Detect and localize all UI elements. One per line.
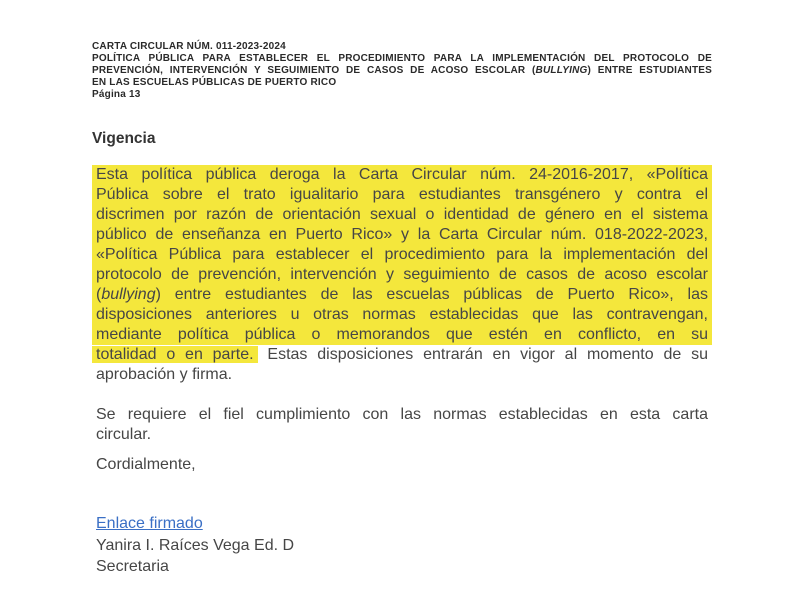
signed-document-link[interactable]: Enlace firmado xyxy=(96,515,203,532)
circular-title-line-2 xyxy=(92,65,712,77)
paragraph-line: Esta política pública deroga la Carta Circular núm. 24-2016-2017, «Política xyxy=(92,165,712,185)
signatory-name: Yanira I. Raíces Vega Ed. D xyxy=(96,536,295,554)
document-header xyxy=(92,41,712,101)
paragraph-line: Pública sobre el trato igualitario para estudiantes transgénero y contra el xyxy=(92,185,712,205)
paragraph-line xyxy=(92,345,712,365)
paragraph-line: aprobación y firma. xyxy=(96,366,233,383)
section-heading-vigencia: Vigencia xyxy=(92,130,156,147)
page-number: Página 13 xyxy=(92,89,141,100)
paragraph-line: mediante política pública o memorandos que estén en conflicto, en su xyxy=(92,325,712,345)
circular-title-text: PREVENCIÓN, INTERVENCIÓN Y SEGUIMIENTO DE CASOS DE ACOSO ESCOLAR ( xyxy=(92,65,536,76)
signatory-title: Secretaria xyxy=(96,558,169,575)
paragraph-line: circular. xyxy=(96,426,152,443)
closing-salutation: Cordialmente, xyxy=(96,456,196,473)
paragraph-line: «Política Pública para establecer el procedimiento para la implementación del xyxy=(92,245,712,265)
paragraph-line: protocolo de prevención, intervención y seguimiento de casos de acoso escolar xyxy=(92,265,712,285)
circular-title-text: ) ENTRE ESTUDIANTES xyxy=(587,65,712,76)
paragraph-text: Estas disposiciones entrarán en vigor al momento de su xyxy=(267,346,708,363)
paragraph-line: público de enseñanza en Puerto Rico» y la Carta Circular núm. 018-2022-2023, xyxy=(92,225,712,245)
circular-number: CARTA CIRCULAR NÚM. 011-2023-2024 xyxy=(92,41,286,52)
bullying-term-italic: BULLYING xyxy=(535,65,588,76)
circular-title-line-3: EN LAS ESCUELAS PÚBLICAS DE PUERTO RICO xyxy=(92,77,337,88)
paragraph-line: disposiciones anteriores u otras normas establecidas que las contravengan, xyxy=(92,305,712,325)
document-content xyxy=(92,41,712,578)
highlighted-text-end: totalidad o en parte. xyxy=(92,346,258,363)
paragraph-line xyxy=(92,285,712,305)
paragraph-text: ) entre estudiantes de las escuelas públicas de Puerto Rico», las xyxy=(155,286,708,303)
circular-title-line-1: POLÍTICA PÚBLICA PARA ESTABLECER EL PROCEDIMIENTO PARA LA IMPLEMENTACIÓN DEL PROTOCOLO DE xyxy=(92,53,712,64)
vigencia-paragraph xyxy=(92,165,712,385)
signature-block xyxy=(92,513,712,578)
paragraph-line: discrimen por razón de orientación sexual o identidad de género en el sistema xyxy=(92,205,712,225)
paragraph-line: Se requiere el fiel cumplimiento con las normas establecidas en esta carta xyxy=(96,406,708,423)
compliance-paragraph xyxy=(92,405,712,445)
bullying-term-italic: bullying xyxy=(101,286,156,303)
paragraph-text: ( xyxy=(96,286,102,303)
